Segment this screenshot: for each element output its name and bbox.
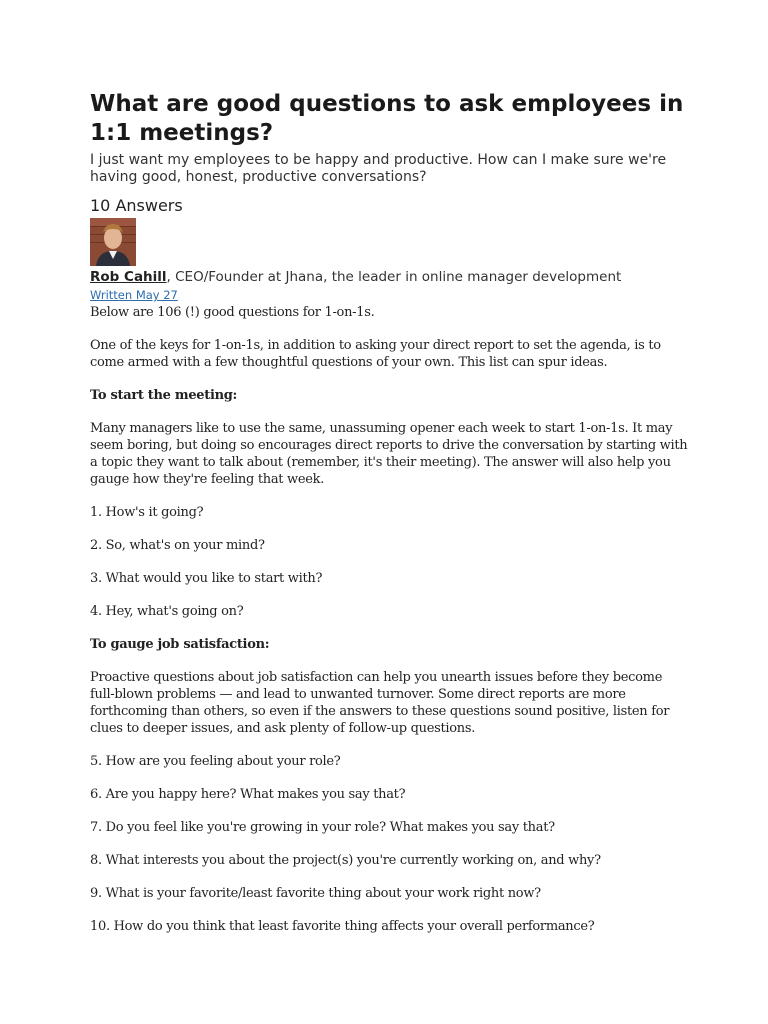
answers-count: 10 Answers (90, 196, 183, 215)
question-item: 10. How do you think that least favorite thing affects your overall performance? (90, 919, 595, 934)
author-credential: , CEO/Founder at Jhana, the leader in online manager development (166, 269, 622, 285)
question-item: 9. What is your favorite/least favorite thing about your work right now? (90, 886, 541, 901)
section-heading-job-satisfaction: To gauge job satisfaction: (90, 637, 270, 652)
question-title: What are good questions to ask employees in 1:1 meetings? (90, 91, 684, 146)
written-date-link[interactable]: Written May 27 (90, 288, 178, 302)
section-description-start-meeting: Many managers like to use the same, unassuming opener each week to start 1-on-1s. It may seem boring, but doing so encourages direct reports to drive the conversation by starting with a topic they want to talk about (remember, it's their meeting). The answer will also help you gauge how they're feeling that week. (90, 421, 688, 487)
question-item: 7. Do you feel like you're growing in your role? What makes you say that? (90, 820, 555, 835)
answer-page (90, 90, 690, 951)
question-item: 8. What interests you about the project(s) you're currently working on, and why? (90, 853, 601, 868)
question-item: 5. How are you feeling about your role? (90, 754, 341, 769)
question-item: 6. Are you happy here? What makes you say that? (90, 787, 406, 802)
author-avatar[interactable] (90, 218, 136, 266)
question-item: 1. How's it going? (90, 505, 204, 520)
question-details: I just want my employees to be happy and productive. How can I make sure we're having good, honest, productive conversations? (90, 152, 667, 185)
section-heading-start-meeting: To start the meeting: (90, 388, 238, 403)
intro-paragraph: Below are 106 (!) good questions for 1-on-1s. (90, 305, 375, 320)
question-item: 3. What would you like to start with? (90, 571, 323, 586)
section-description-job-satisfaction: Proactive questions about job satisfaction can help you unearth issues before they become full-blown problems — and lead to unwanted turnover. Some direct reports are more forthcoming than others, so even if the answers to these questions sound positive, listen for clues to deeper issues, and ask plenty of follow-up questions. (90, 670, 670, 736)
question-item: 4. Hey, what's going on? (90, 604, 244, 619)
keys-paragraph: One of the keys for 1-on-1s, in addition to asking your direct report to set the agenda, is to come armed with a few thoughtful questions of your own. This list can spur ideas. (90, 338, 661, 370)
answer-body (90, 304, 690, 935)
author-name-link[interactable]: Rob Cahill (90, 269, 167, 285)
author-line (90, 269, 690, 286)
question-item: 2. So, what's on your mind? (90, 538, 265, 553)
